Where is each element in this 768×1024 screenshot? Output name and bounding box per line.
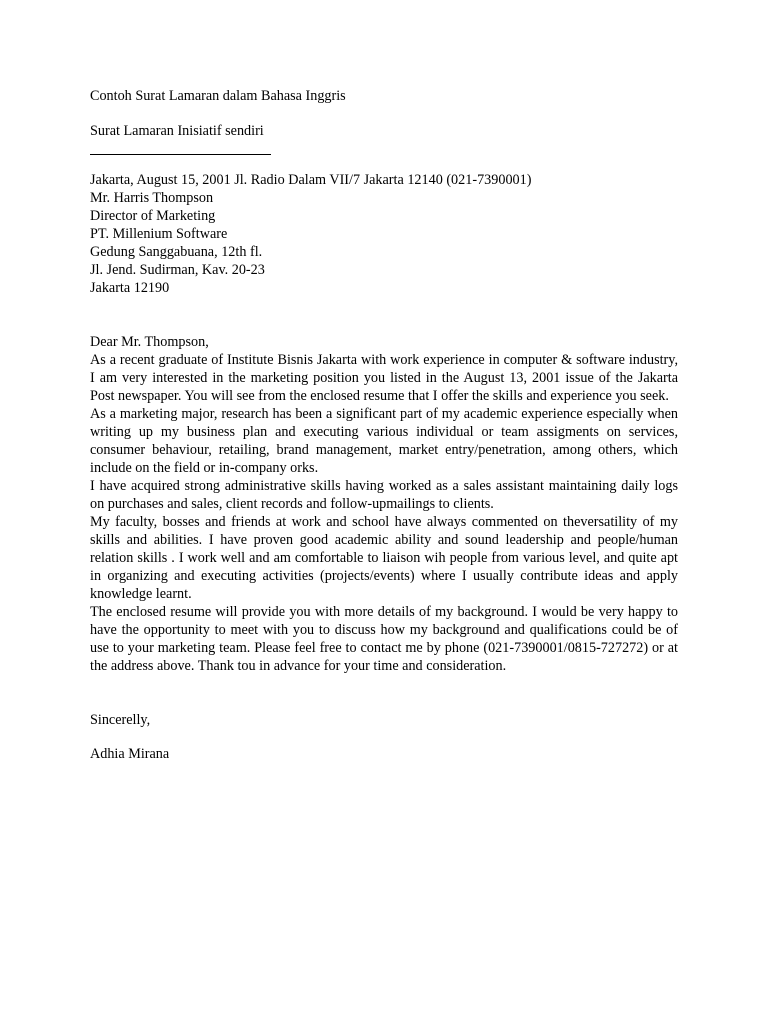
body-paragraph-3: I have acquired strong administrative skills having worked as a sales assistant maintaining daily logs on purchases and sales, client records and follow-upmailings to clients. [90, 478, 678, 512]
document-title: Contoh Surat Lamaran dalam Bahasa Inggris [90, 88, 346, 104]
address-block [90, 171, 678, 297]
recipient-title: Director of Marketing [90, 208, 216, 224]
body-paragraph-2: As a marketing major, research has been a significant part of my academic experience especially when writing up my business plan and executing various individual or team assigments on services, consumer behaviour, retailing, brand management, market entry/penetration, among others, which include on the field or in-company orks. [90, 406, 678, 476]
body-paragraph-5: The enclosed resume will provide you with more details of my background. I would be very happy to have the opportunity to meet with you to discuss how my background and qualifications could be of use to your marketing team. Please feel free to contact me by phone (021-7390001/0815-727272) or at the address above. Thank tou in advance for your time and consideration. [90, 604, 678, 674]
recipient-street: Jl. Jend. Sudirman, Kav. 20-23 [90, 262, 265, 278]
document-subtitle: Surat Lamaran Inisiatif sendiri [90, 123, 264, 139]
body-paragraph-1: As a recent graduate of Institute Bisnis Jakarta with work experience in computer & software industry, I am very interested in the marketing position you listed in the August 13, 2001 issue of the Jakarta Post newspaper. You will see from the enclosed resume that I offer the skills and experience you seek. [90, 352, 678, 404]
signature-name: Adhia Mirana [90, 746, 170, 762]
recipient-building: Gedung Sanggabuana, 12th fl. [90, 244, 263, 260]
letter-page [90, 87, 678, 763]
sender-date-address: Jakarta, August 15, 2001 Jl. Radio Dalam VII/7 Jakarta 12140 (021-7390001) [90, 172, 532, 188]
body-paragraph-4: My faculty, bosses and friends at work and school have always commented on theversatility of my skills and abilities. I have proven good academic ability and sound leadership and people/human relation skills . I work well and am comfortable to liaison wih people from various level, and quite apt in organizing and executing activities (projects/events) where I usually contribute ideas and apply knowledge learnt. [90, 514, 678, 602]
recipient-name: Mr. Harris Thompson [90, 190, 214, 206]
salutation: Dear Mr. Thompson, [90, 334, 209, 350]
divider-line [90, 144, 271, 155]
closing: Sincerelly, [90, 712, 151, 728]
recipient-company: PT. Millenium Software [90, 226, 228, 242]
recipient-city: Jakarta 12190 [90, 280, 170, 296]
